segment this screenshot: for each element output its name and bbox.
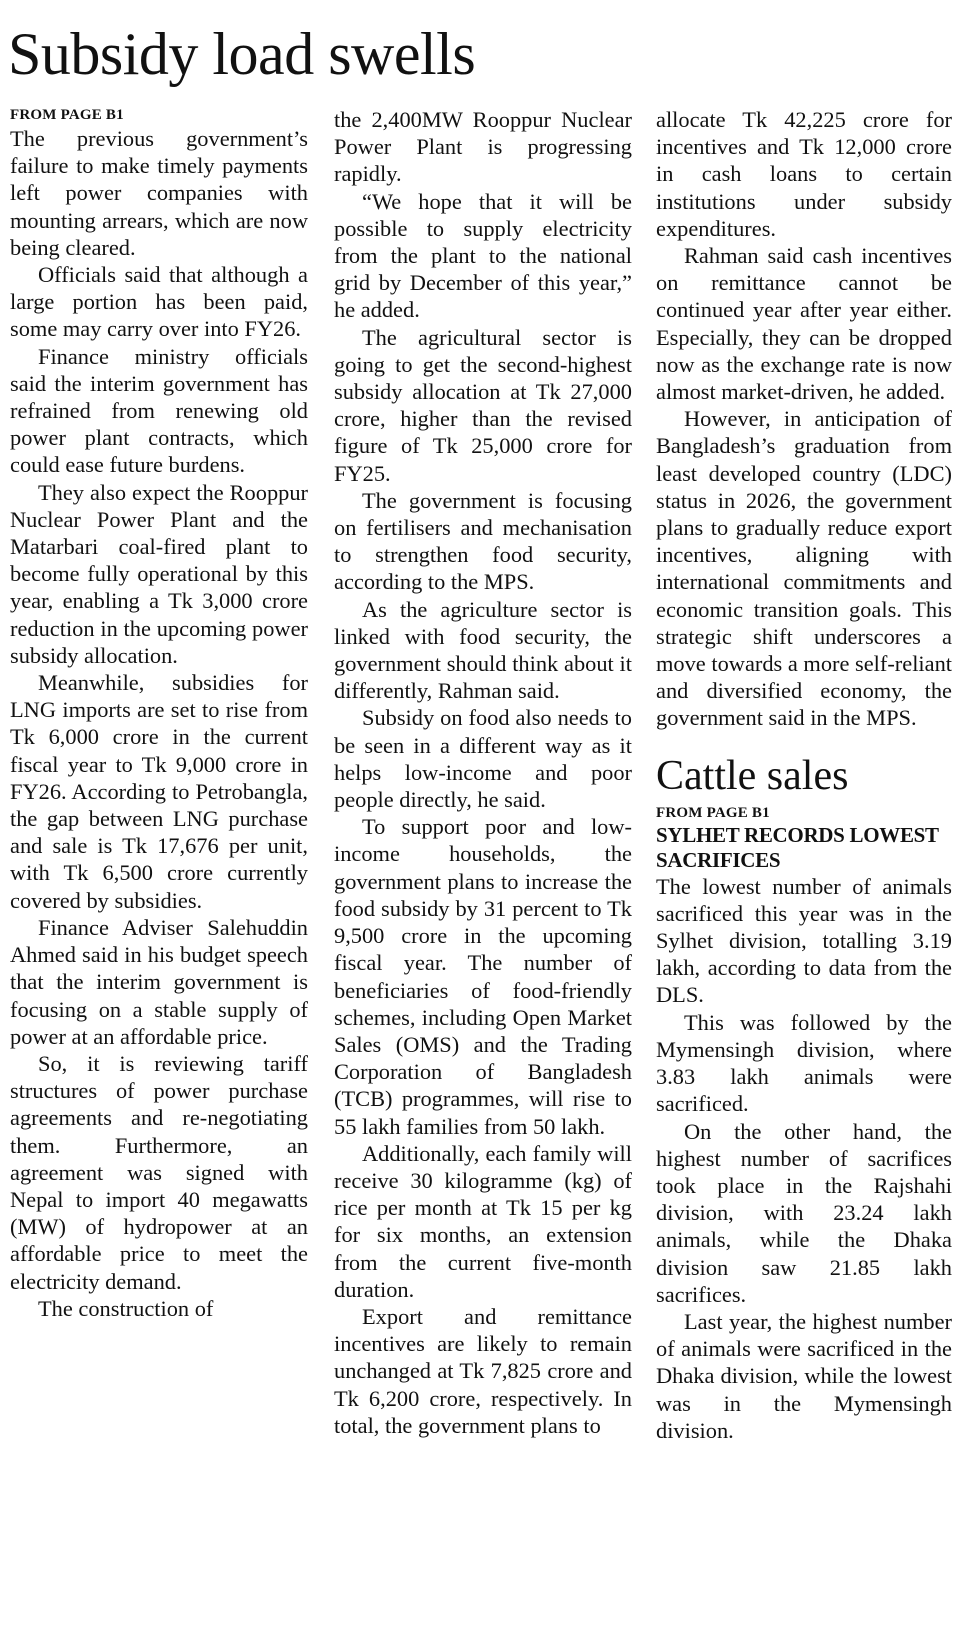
column-1: [10, 106, 308, 1322]
paragraph: Finance ministry officials said the interim government has refrained from renewing old power plant contracts, which could ease future burdens.: [10, 343, 308, 478]
paragraph: However, in anticipation of Bangladesh’s graduation from least developed country (LDC) status in 2026, the government plans to gradually reduce export incentives, aligning with international commitments and economic transition goals. This strategic shift underscores a move towards a more self-reliant and diversified economy, the government said in the MPS.: [656, 406, 952, 731]
paragraph: Finance Adviser Salehuddin Ahmed said in his budget speech that the interim government is focusing on a stable supply of power at an affordable price.: [10, 914, 308, 1049]
headline: Subsidy load swells: [8, 21, 476, 87]
paragraph: allocate Tk 42,225 crore for incentives and Tk 12,000 crore in cash loans to certain institutions under subsidy expenditures.: [656, 107, 952, 241]
paragraph: So, it is reviewing tariff structures of power purchase agreements and re-negotiating them. Furthermore, an agreement was signed with Nepal to import 40 megawatts (MW) of hydropower at an affordable price to meet the electricity demand.: [10, 1050, 308, 1294]
paragraph: The government is focusing on fertilisers and mechanisation to strengthen food security, according to the MPS.: [334, 487, 632, 595]
story-title: Cattle sales: [656, 752, 849, 799]
paragraph: Last year, the highest number of animals were sacrificed in the Dhaka division, while the lowest was in the Mymensingh division.: [656, 1308, 952, 1443]
paragraph: The construction of: [38, 1295, 214, 1321]
paragraph: “We hope that it will be possible to supply electricity from the plant to the national grid by December of this year,” he added.: [334, 188, 632, 323]
paragraph: Officials said that although a large portion has been paid, some may carry over into FY26.: [10, 262, 308, 342]
paragraph: As the agriculture sector is linked with food security, the government should think about it differently, Rahman said.: [334, 596, 632, 704]
column-2: [334, 106, 632, 1439]
main-story-kicker: FROM PAGE B1: [10, 107, 124, 123]
paragraph: Export and remittance incentives are likely to remain unchanged at Tk 7,825 crore and Tk 6,200 crore, respectively. In total, the government plans to: [334, 1303, 632, 1438]
paragraph: This was followed by the Mymensingh division, where 3.83 lakh animals were sacrificed.: [656, 1009, 952, 1117]
paragraph: The lowest number of animals sacrificed this year was in the Sylhet division, totalling 3.19 lakh, according to data from the DLS.: [656, 873, 952, 1008]
paragraph: On the other hand, the highest number of sacrifices took place in the Rajshahi division, with 23.24 lakh animals, while the Dhaka division saw 21.85 lakh sacrifices.: [656, 1118, 952, 1307]
paragraph: To support poor and low-income households, the government plans to increase the food subsidy by 31 percent to Tk 9,500 crore in the upcoming fiscal year. The number of beneficiaries of food-friendly schemes, including Open Market Sales (OMS) and the Trading Corporation of Bangladesh (TCB) programmes, will rise to 55 lakh families from 50 lakh.: [334, 814, 632, 1139]
paragraph: The previous government’s failure to make timely payments left power companies with mounting arrears, which are now being cleared.: [10, 126, 308, 260]
cattle-sales-story: [656, 750, 952, 1444]
paragraph: The agricultural sector is going to get the second-highest subsidy allocation at Tk 27,000 crore, higher than the revised figure of Tk 25,000 crore for FY25.: [334, 324, 632, 486]
second-story-kicker: FROM PAGE B1: [656, 804, 770, 821]
paragraph: Subsidy on food also needs to be seen in a different way as it helps low-income and poor people directly, he said.: [334, 705, 632, 813]
paragraph: the 2,400MW Rooppur Nuclear Power Plant is progressing rapidly.: [334, 107, 632, 187]
paragraph: Rahman said cash incentives on remittance cannot be continued year after year either. Especially, they can be dropped now as the exchange rate is now almost market-driven, he added.: [656, 243, 952, 405]
paragraph: They also expect the Rooppur Nuclear Power Plant and the Matarbari coal-fired plant to become fully operational by this year, enabling a Tk 3,000 crore reduction in the upcoming power subsidy allocation.: [10, 479, 308, 668]
paragraph: Meanwhile, subsidies for LNG imports are set to rise from Tk 6,000 crore in the current fiscal year to Tk 9,000 crore in FY26. According to Petrobangla, the gap between LNG purchase and sale is Tk 17,676 per unit, with Tk 6,500 crore currently covered by subsidies.: [10, 670, 308, 913]
paragraph: Additionally, each family will receive 30 kilogramme (kg) of rice per month at Tk 15 per kg for six months, an extension from the current five-month duration.: [334, 1140, 632, 1302]
column-3: [656, 106, 952, 1444]
sidehead: SYLHET RECORDS LOWEST SACRIFICES: [656, 822, 939, 872]
